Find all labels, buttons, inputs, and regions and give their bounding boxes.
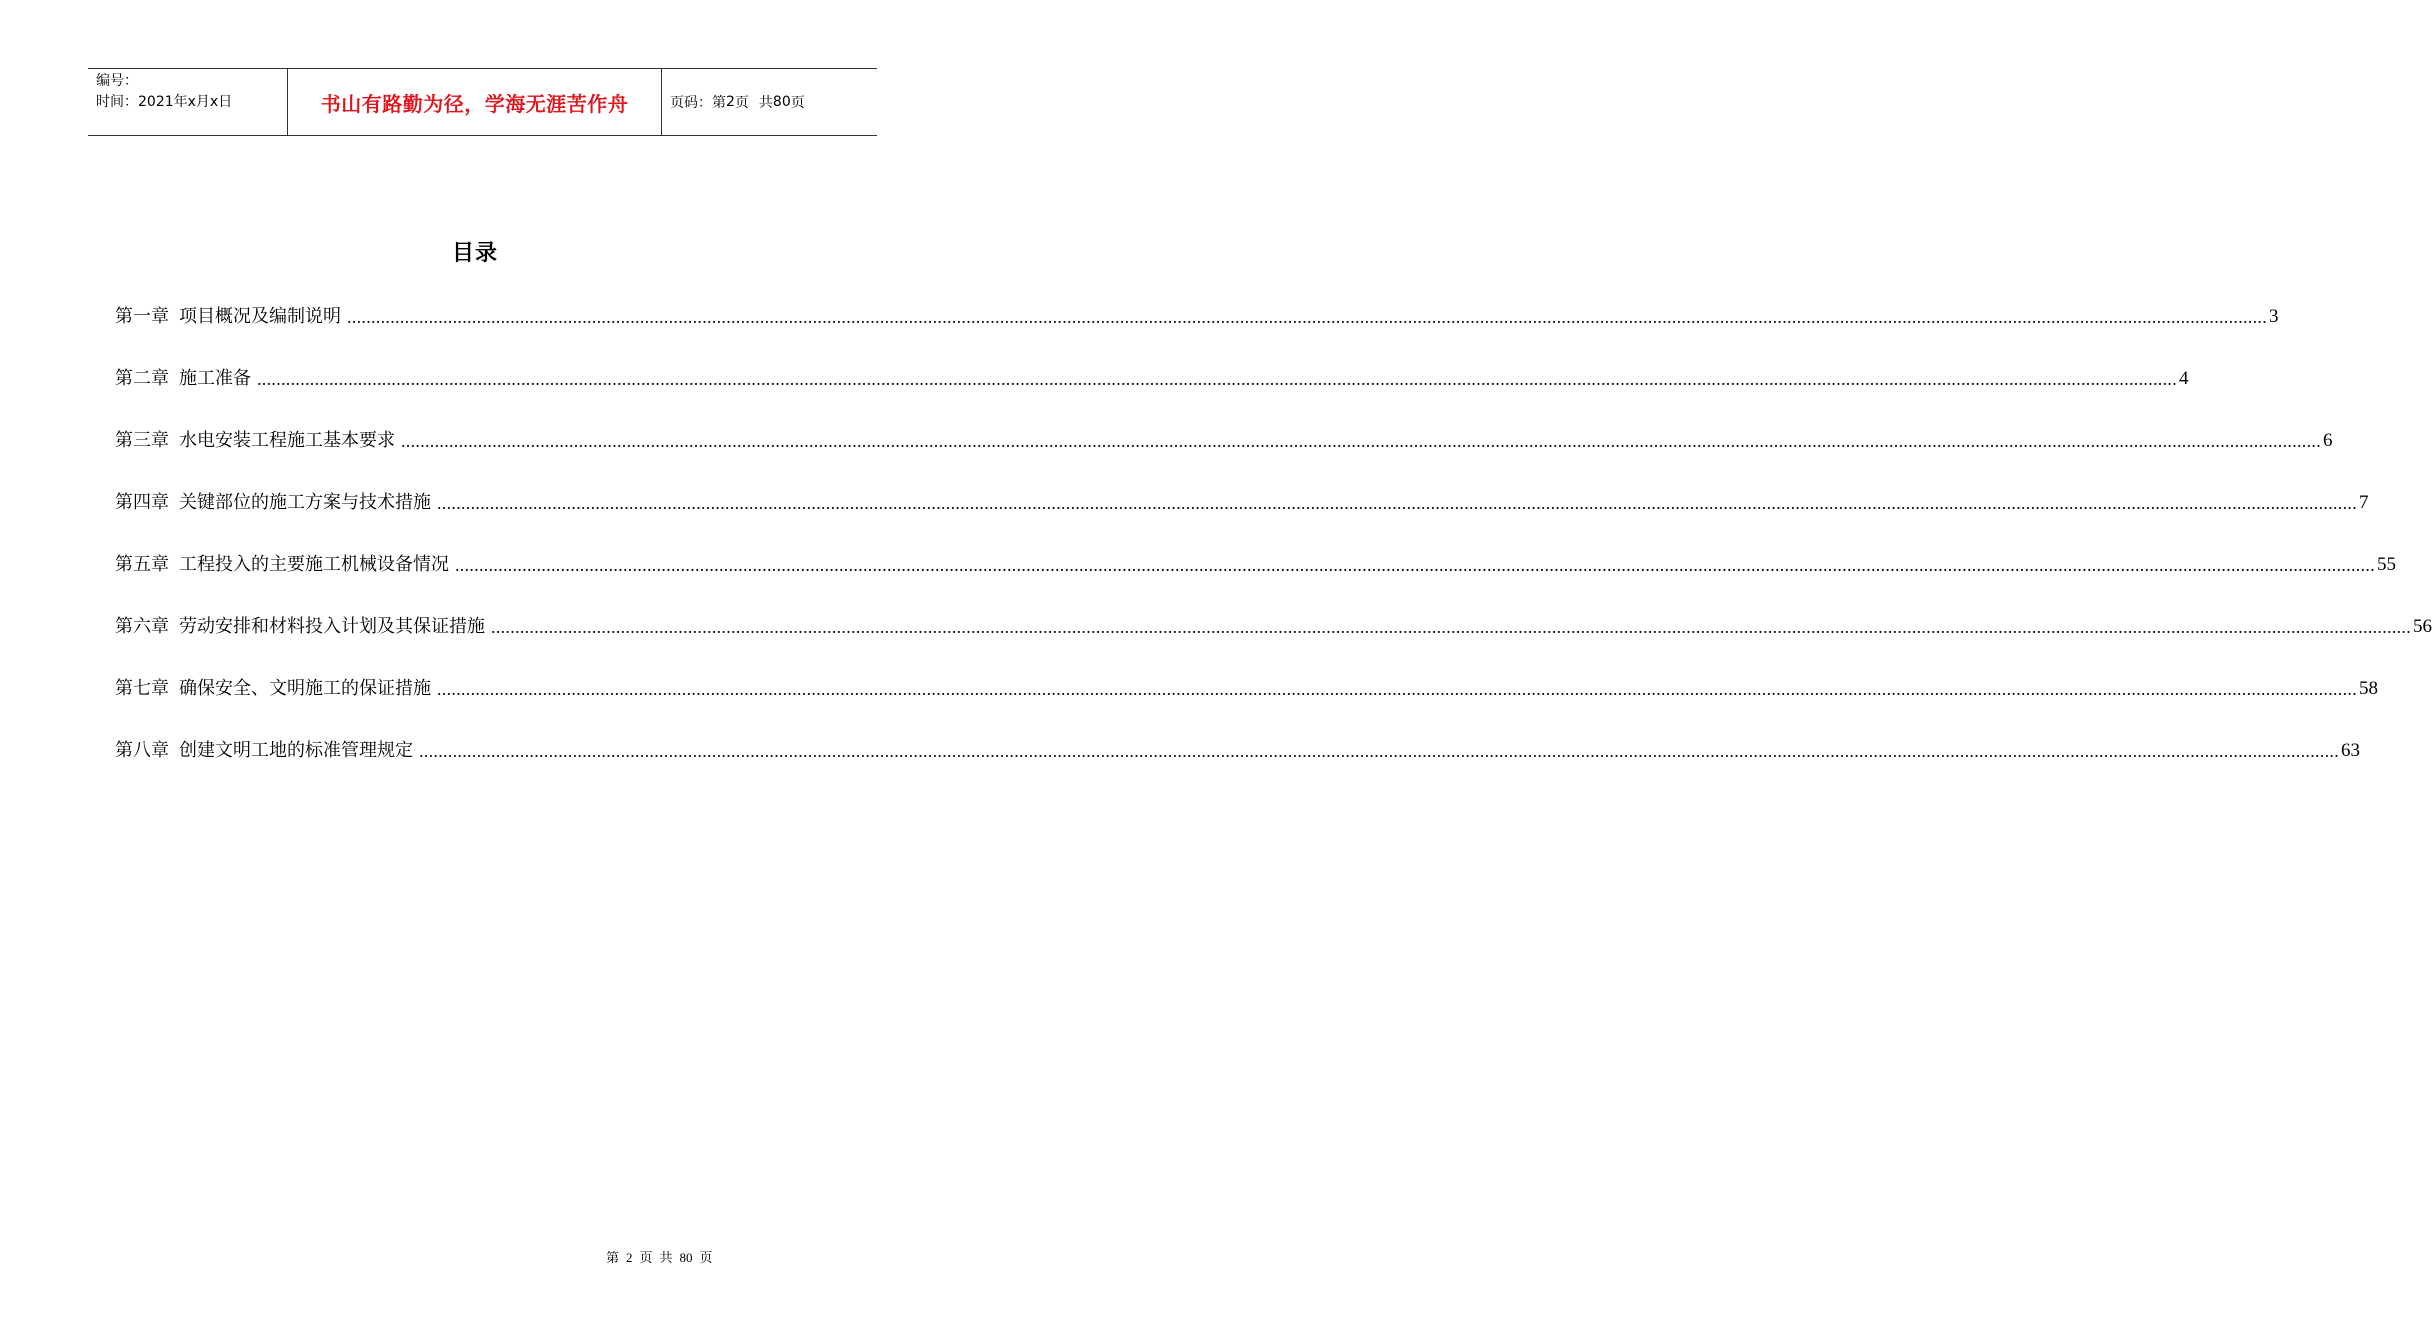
toc-chapter-number: 第三章 [115, 430, 169, 451]
footer-total-prefix: 共 [659, 1250, 673, 1265]
header-page-total: 80 [772, 94, 791, 110]
toc-chapter-number: 第一章 [115, 306, 169, 327]
footer-total: 80 [679, 1250, 693, 1265]
footer-mid: 页 [639, 1250, 653, 1265]
toc-page-number: 3 [2269, 306, 2279, 327]
header-page-info [662, 69, 877, 135]
toc-page-number: 58 [2359, 678, 2378, 699]
header-page-suffix: 页 [790, 95, 805, 111]
toc-chapter-title: 创建文明工地的标准管理规定 [179, 740, 413, 761]
toc-leader-dots: ................................................................................................................................................................................................................................................................................................................................................................................................................ [419, 741, 2339, 761]
header-time-label: 时间：2021年x月x日 [96, 94, 233, 110]
toc-page-number: 6 [2323, 430, 2333, 451]
header-meta [88, 69, 288, 135]
toc-item[interactable] [115, 362, 2189, 424]
toc-item[interactable] [115, 424, 2333, 486]
toc-page-number: 63 [2341, 740, 2360, 761]
toc-page-number: 55 [2377, 554, 2396, 575]
toc-item[interactable] [115, 610, 2432, 672]
footer-prefix: 第 [606, 1250, 620, 1265]
toc-chapter-title: 确保安全、文明施工的保证措施 [179, 678, 431, 699]
toc-chapter-title: 关键部位的施工方案与技术措施 [179, 492, 431, 513]
toc-item[interactable] [115, 734, 2360, 796]
toc-chapter-number: 第四章 [115, 492, 169, 513]
toc-chapter-number: 第八章 [115, 740, 169, 761]
toc-chapter-title: 水电安装工程施工基本要求 [179, 430, 395, 451]
header-page-prefix: 页码：第 [670, 95, 726, 111]
toc-chapter-title: 项目概况及编制说明 [179, 306, 341, 327]
header-page-total-prefix: 共 [758, 95, 773, 111]
toc-title: 目录 [451, 241, 498, 266]
page-footer [606, 1247, 720, 1266]
header-page-current: 2 [726, 94, 735, 110]
toc-chapter-number: 第二章 [115, 368, 169, 389]
toc-chapter-title: 施工准备 [179, 368, 251, 389]
toc-list [115, 300, 2432, 796]
page-header [88, 68, 877, 136]
toc-leader-dots: ................................................................................................................................................................................................................................................................................................................................................................................................................ [257, 369, 2177, 389]
header-number-label: 编号： [96, 73, 138, 89]
toc-item[interactable] [115, 548, 2396, 610]
header-page-mid: 页 [734, 95, 749, 111]
toc-leader-dots: ................................................................................................................................................................................................................................................................................................................................................................................................................ [347, 307, 2267, 327]
toc-page-number: 7 [2359, 492, 2369, 513]
toc-leader-dots: ................................................................................................................................................................................................................................................................................................................................................................................................................ [437, 493, 2357, 513]
toc-item[interactable] [115, 486, 2369, 548]
toc-leader-dots: ................................................................................................................................................................................................................................................................................................................................................................................................................ [437, 679, 2357, 699]
toc-leader-dots: ................................................................................................................................................................................................................................................................................................................................................................................................................ [491, 617, 2411, 637]
toc-page-number: 56 [2413, 616, 2432, 637]
header-motto: 书山有路勤为径，学海无涯苦作舟 [288, 69, 662, 135]
toc-chapter-number: 第七章 [115, 678, 169, 699]
toc-chapter-number: 第五章 [115, 554, 169, 575]
toc-leader-dots: ................................................................................................................................................................................................................................................................................................................................................................................................................ [455, 555, 2375, 575]
toc-item[interactable] [115, 300, 2279, 362]
toc-leader-dots: ................................................................................................................................................................................................................................................................................................................................................................................................................ [401, 431, 2321, 451]
toc-chapter-title: 工程投入的主要施工机械设备情况 [179, 554, 449, 575]
footer-suffix: 页 [699, 1250, 713, 1265]
toc-page-number: 4 [2179, 368, 2189, 389]
toc-item[interactable] [115, 672, 2378, 734]
toc-chapter-number: 第六章 [115, 616, 169, 637]
footer-current: 2 [626, 1250, 633, 1265]
toc-chapter-title: 劳动安排和材料投入计划及其保证措施 [179, 616, 485, 637]
